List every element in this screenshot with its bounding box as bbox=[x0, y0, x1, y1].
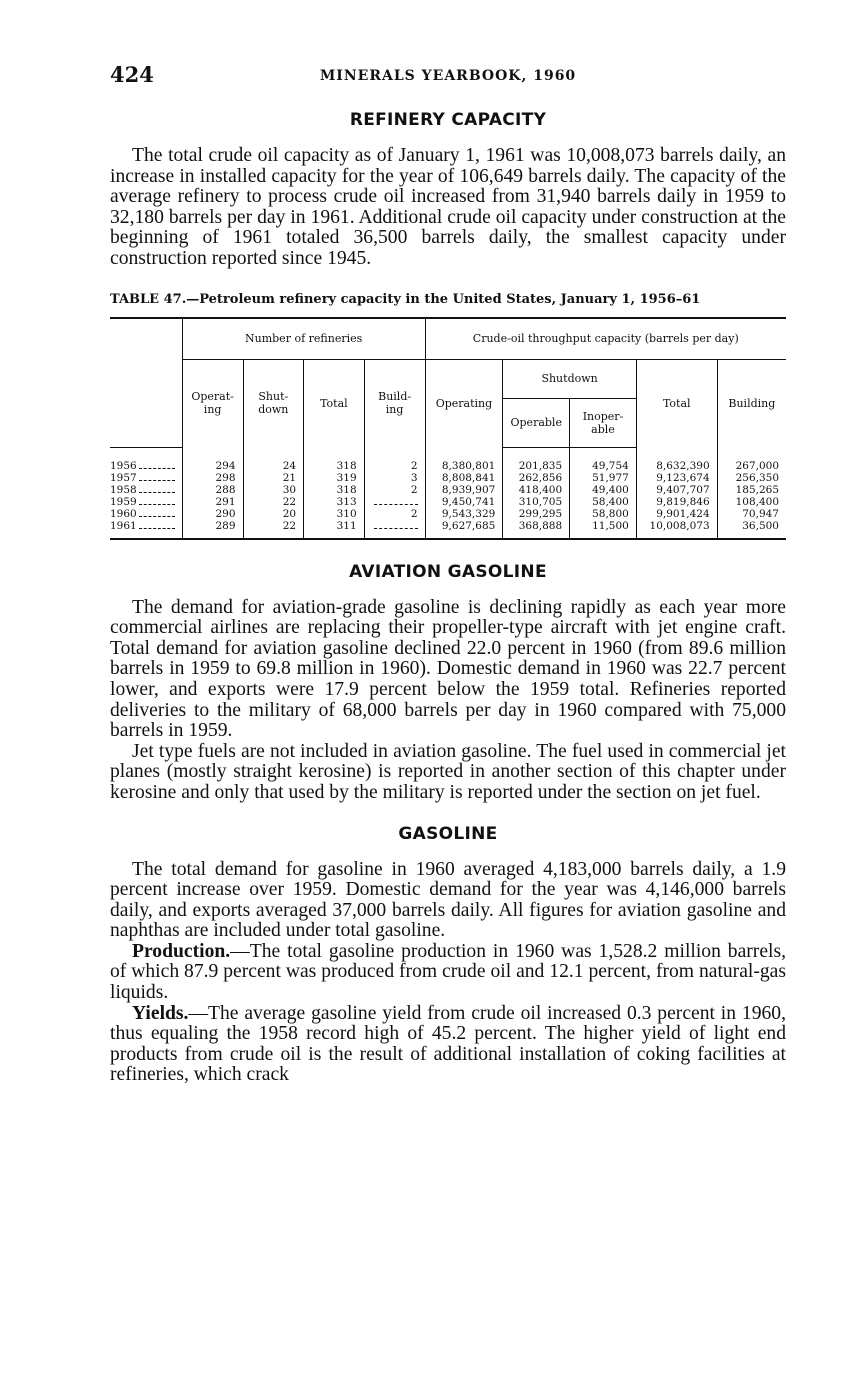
cell-cap-op: 9,627,685 bbox=[425, 520, 503, 532]
cell-cap-total: 9,407,707 bbox=[636, 484, 717, 496]
cell-ref-bld: 2 bbox=[364, 460, 425, 472]
cell-cap-operable: 201,835 bbox=[503, 460, 570, 472]
cell-ref-sd: 20 bbox=[243, 508, 304, 520]
col-header-operable: Operable bbox=[503, 398, 570, 447]
leader-dots bbox=[139, 462, 175, 469]
col-header-shutdown-refineries: Shut- down bbox=[243, 359, 304, 447]
cell-ref-op: 288 bbox=[182, 484, 243, 496]
section-heading-refinery: REFINERY CAPACITY bbox=[349, 110, 547, 130]
cell-cap-operable: 418,400 bbox=[503, 484, 570, 496]
cell-cap-inoperable: 49,754 bbox=[570, 460, 637, 472]
cell-ref-sd: 30 bbox=[243, 484, 304, 496]
group-header-shutdown: Shutdown bbox=[503, 359, 637, 398]
leader-dots bbox=[139, 498, 175, 505]
cell-ref-op: 290 bbox=[182, 508, 243, 520]
year-label: 1959 bbox=[110, 495, 137, 508]
refinery-capacity-table bbox=[110, 317, 786, 540]
year-label: 1956 bbox=[110, 459, 137, 472]
year-label: 1958 bbox=[110, 483, 137, 496]
cell-ref-total: 318 bbox=[304, 484, 365, 496]
year-cell bbox=[110, 508, 182, 520]
cell-cap-bld: 267,000 bbox=[717, 460, 786, 472]
cell-cap-total: 9,901,424 bbox=[636, 508, 717, 520]
cell-cap-bld: 36,500 bbox=[717, 520, 786, 532]
cell-ref-sd: 24 bbox=[243, 460, 304, 472]
table-row bbox=[110, 508, 786, 520]
table-row bbox=[110, 520, 786, 532]
section-heading-aviation: AVIATION GASOLINE bbox=[349, 561, 547, 582]
table-caption: TABLE 47.—Petroleum refinery capacity in the United States, January 1, 1956–61 bbox=[110, 291, 701, 307]
cell-cap-op: 9,450,741 bbox=[425, 496, 503, 508]
group-header-refineries: Number of refineries bbox=[182, 318, 425, 360]
page-number: 424 bbox=[110, 62, 154, 87]
stub-header bbox=[110, 318, 182, 448]
cell-cap-total: 9,123,674 bbox=[636, 472, 717, 484]
cell-ref-sd: 22 bbox=[243, 496, 304, 508]
year-cell bbox=[110, 520, 182, 532]
cell-cap-op: 8,808,841 bbox=[425, 472, 503, 484]
running-head bbox=[110, 58, 786, 88]
empty-dash bbox=[374, 521, 418, 529]
cell-ref-total: 313 bbox=[304, 496, 365, 508]
cell-cap-inoperable: 49,400 bbox=[570, 484, 637, 496]
paragraph-production bbox=[110, 942, 786, 1004]
runin-yields: Yields. bbox=[132, 1002, 189, 1024]
year-cell bbox=[110, 484, 182, 496]
cell-cap-inoperable: 58,800 bbox=[570, 508, 637, 520]
leader-dots bbox=[139, 510, 175, 517]
cell-cap-inoperable: 11,500 bbox=[570, 520, 637, 532]
year-label: 1961 bbox=[110, 519, 137, 532]
table-body bbox=[110, 447, 786, 539]
table-row bbox=[110, 484, 786, 496]
cell-cap-bld: 70,947 bbox=[717, 508, 786, 520]
cell-cap-operable: 262,856 bbox=[503, 472, 570, 484]
empty-dash bbox=[374, 497, 418, 505]
col-header-total-refineries: Total bbox=[304, 359, 365, 447]
cell-ref-op: 294 bbox=[182, 460, 243, 472]
cell-ref-bld: 2 bbox=[364, 508, 425, 520]
cell-cap-inoperable: 51,977 bbox=[570, 472, 637, 484]
cell-cap-bld: 108,400 bbox=[717, 496, 786, 508]
cell-cap-operable: 310,705 bbox=[503, 496, 570, 508]
cell-ref-bld bbox=[364, 496, 425, 508]
col-header-total-capacity: Total bbox=[636, 359, 717, 447]
cell-ref-bld: 3 bbox=[364, 472, 425, 484]
cell-cap-bld: 256,350 bbox=[717, 472, 786, 484]
year-cell bbox=[110, 460, 182, 472]
table-row bbox=[110, 460, 786, 472]
paragraph-refinery: The total crude oil capacity as of January 1, 1961 was 10,008,073 barrels daily, an increase in installed capacity for the year of 106,649 barrels daily. The capacity of the average refinery to process crude oil increased from 31,940 barrels daily in 1959 to 32,180 barrels per day in 1961. Additional crude oil capacity under construction at the beginning of 1961 totaled 36,500 barrels daily, the smallest capacity under construction reported since 1945. bbox=[110, 145, 786, 269]
cell-ref-bld: 2 bbox=[364, 484, 425, 496]
cell-cap-op: 8,380,801 bbox=[425, 460, 503, 472]
col-header-building-capacity: Building bbox=[717, 359, 786, 447]
leader-dots bbox=[139, 486, 175, 493]
cell-cap-operable: 299,295 bbox=[503, 508, 570, 520]
running-title: MINERALS YEARBOOK, 1960 bbox=[319, 68, 577, 84]
cell-cap-total: 9,819,846 bbox=[636, 496, 717, 508]
cell-ref-sd: 22 bbox=[243, 520, 304, 532]
cell-cap-total: 10,008,073 bbox=[636, 520, 717, 532]
col-header-building-refineries: Build- ing bbox=[364, 359, 425, 447]
table-row bbox=[110, 472, 786, 484]
year-label: 1957 bbox=[110, 471, 137, 484]
cell-ref-total: 311 bbox=[304, 520, 365, 532]
leader-dots bbox=[139, 474, 175, 481]
cell-ref-total: 318 bbox=[304, 460, 365, 472]
cell-cap-op: 8,939,907 bbox=[425, 484, 503, 496]
cell-ref-total: 310 bbox=[304, 508, 365, 520]
table-row bbox=[110, 496, 786, 508]
col-header-operating-capacity: Operating bbox=[425, 359, 503, 447]
year-cell bbox=[110, 496, 182, 508]
year-label: 1960 bbox=[110, 507, 137, 520]
cell-cap-inoperable: 58,400 bbox=[570, 496, 637, 508]
cell-ref-op: 289 bbox=[182, 520, 243, 532]
group-header-capacity: Crude-oil throughput capacity (barrels per day) bbox=[425, 318, 786, 360]
paragraph-aviation-1: The demand for aviation-grade gasoline is declining rapidly as each year more commercial airlines are replacing their propeller-type aircraft with jet engine craft. Total demand for aviation gasoline declined 22.0 percent in 1960 (from 89.6 million barrels in 1959 to 69.8 million in 1960). Domestic demand in 1960 was 22.7 percent lower, and exports were 17.9 percent below the 1959 total. Refineries reported deliveries to the military of 68,000 barrels per day in 1960 compared with 75,000 barrels in 1959. bbox=[110, 596, 786, 742]
cell-ref-op: 291 bbox=[182, 496, 243, 508]
paragraph-gasoline-1: The total demand for gasoline in 1960 averaged 4,183,000 barrels daily, a 1.9 percent increase over 1959. Domestic demand for the year was 4,146,000 barrels daily, and exports averaged 37,000 barrels daily. All figures for aviation gasoline and naphthas are included under total gasoline. bbox=[110, 858, 786, 942]
cell-cap-op: 9,543,329 bbox=[425, 508, 503, 520]
section-heading-gasoline: GASOLINE bbox=[398, 823, 498, 844]
year-cell bbox=[110, 472, 182, 484]
production-text: —The total gasoline production in 1960 was 1,528.2 million barrels, of which 87.9 percent was produced from crude oil and 12.1 percent, from natural-gas liquids. bbox=[110, 940, 786, 1004]
paragraph-yields bbox=[110, 1004, 786, 1086]
col-header-inoperable: Inoper- able bbox=[570, 398, 637, 447]
page bbox=[110, 58, 786, 1086]
cell-cap-bld: 185,265 bbox=[717, 484, 786, 496]
cell-cap-total: 8,632,390 bbox=[636, 460, 717, 472]
runin-production: Production. bbox=[132, 940, 231, 962]
cell-cap-operable: 368,888 bbox=[503, 520, 570, 532]
leader-dots bbox=[139, 522, 175, 529]
cell-ref-sd: 21 bbox=[243, 472, 304, 484]
cell-ref-op: 298 bbox=[182, 472, 243, 484]
col-header-operating-refineries: Operat- ing bbox=[182, 359, 243, 447]
paragraph-aviation-2: Jet type fuels are not included in aviation gasoline. The fuel used in commercial jet planes (mostly straight kerosine) is reported in another section of this chapter under kerosine and only that used by the military is reported under the section on jet fuel. bbox=[110, 740, 786, 803]
yields-text: —The average gasoline yield from crude oil increased 0.3 percent in 1960, thus equaling the 1958 record high of 45.2 percent. The higher yield of light end products from crude oil is the result of additional installation of coking facilities at refineries, which crack bbox=[110, 1002, 786, 1086]
cell-ref-bld bbox=[364, 520, 425, 532]
cell-ref-total: 319 bbox=[304, 472, 365, 484]
